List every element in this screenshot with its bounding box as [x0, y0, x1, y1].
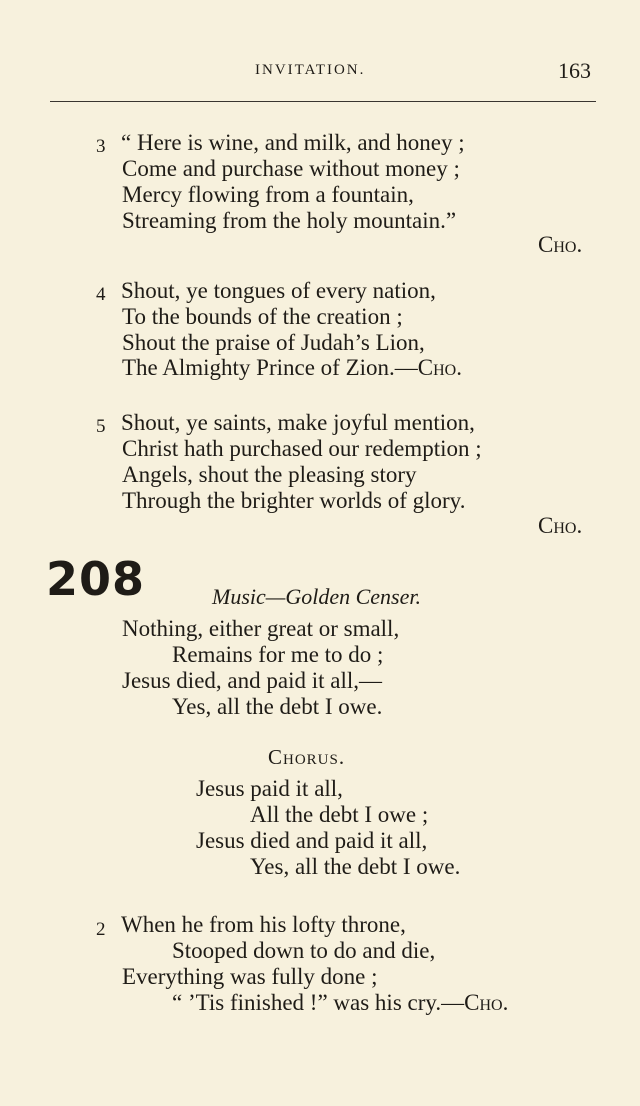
stanza-number: 2 — [96, 919, 106, 940]
verse-line: Shout, ye saints, make joyful mention, — [121, 410, 475, 435]
chorus-cue: Cho. — [464, 990, 509, 1015]
stanza-number: 3 — [96, 136, 106, 157]
verse-line: Shout, ye tongues of every nation, — [121, 278, 436, 303]
verse-line: Mercy flowing from a fountain, — [122, 182, 414, 207]
verse-line: Christ hath purchased our redemption ; — [122, 436, 482, 461]
verse-line-text: The Almighty Prince of Zion.— — [122, 355, 418, 380]
verse-line: Everything was fully done ; — [122, 964, 378, 989]
verse-line: Through the brighter worlds of glory. — [122, 488, 466, 513]
verse-line: When he from his lofty throne, — [121, 912, 406, 937]
chorus-line: Jesus paid it all, — [196, 776, 343, 801]
verse-line: Come and purchase without money ; — [122, 156, 460, 181]
stanza-number: 5 — [96, 416, 106, 437]
chorus-cue: Cho. — [538, 513, 583, 538]
verse-line: Yes, all the debt I owe. — [172, 694, 383, 719]
verse-line — [172, 990, 508, 1016]
header-rule — [50, 101, 596, 102]
verse-line: Jesus died, and paid it all,— — [122, 668, 382, 693]
verse-line: Shout the praise of Judah’s Lion, — [122, 330, 425, 355]
verse-line — [122, 355, 462, 381]
chorus-line: Yes, all the debt I owe. — [250, 854, 461, 879]
stanza-number: 4 — [96, 284, 106, 305]
verse-line: To the bounds of the creation ; — [122, 304, 403, 329]
verse-line: Nothing, either great or small, — [122, 616, 400, 641]
verse-line-text: “ ’Tis finished !” was his cry.— — [172, 990, 465, 1015]
chorus-cue: Cho. — [417, 355, 462, 380]
verse-line: Stooped down to do and die, — [172, 938, 436, 963]
page-number: 163 — [558, 58, 591, 83]
hymn-number: 208 — [46, 552, 146, 606]
chorus-line: All the debt I owe ; — [250, 802, 429, 827]
verse-line: “ Here is wine, and milk, and honey ; — [121, 130, 465, 155]
chorus-line: Jesus died and paid it all, — [196, 828, 428, 853]
verse-line: Angels, shout the pleasing story — [122, 462, 417, 487]
running-head: INVITATION. — [255, 62, 366, 78]
tune-name: Music—Golden Censer. — [212, 584, 421, 609]
verse-line: Remains for me to do ; — [172, 642, 384, 667]
verse-line: Streaming from the holy mountain.” — [122, 208, 457, 233]
chorus-heading: Chorus. — [268, 745, 346, 769]
chorus-cue: Cho. — [538, 232, 583, 257]
